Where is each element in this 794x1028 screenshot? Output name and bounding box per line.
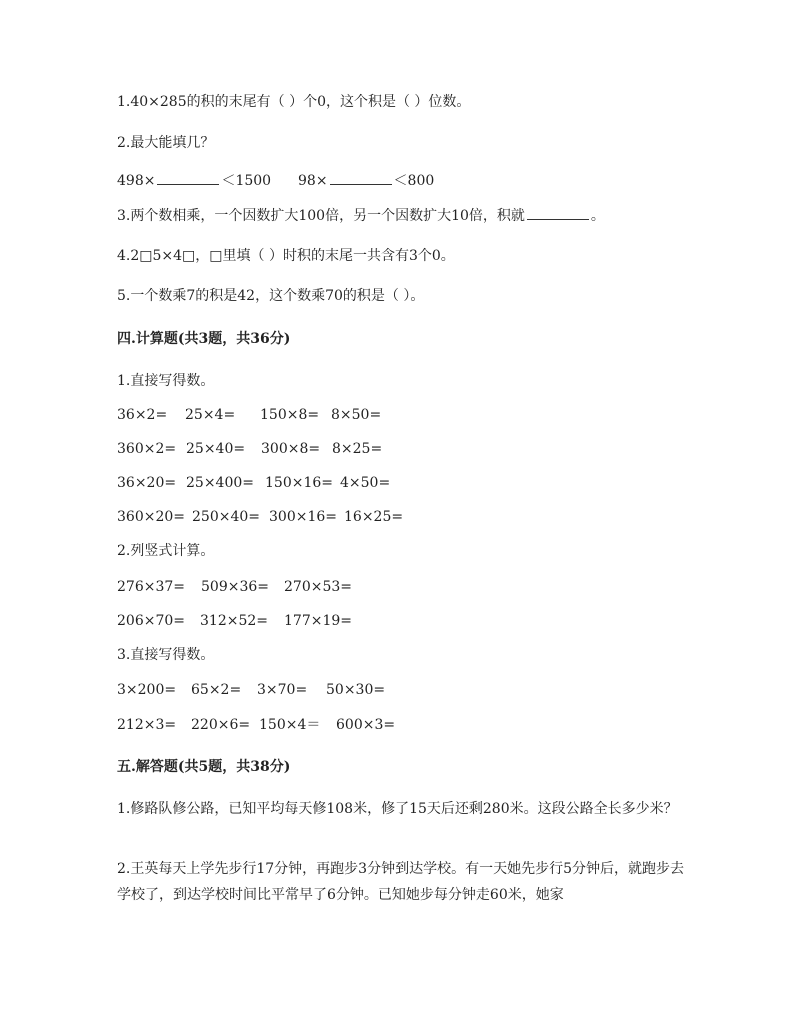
calc-item: 360×2= [117,441,177,457]
calc-item: 270×53= [284,579,352,595]
q2-b-right: ＜800 [393,173,435,189]
calc-item: 3×70= [257,682,308,698]
section-5-title: 五.解答题(共5题，共38分) [117,759,291,775]
q2-a-right: ＜1500 [221,173,272,189]
fill-question-3 [117,207,605,225]
calc-item: 600×3= [336,717,396,733]
q3-blank [527,207,589,220]
calc-item: 25×400= [186,475,254,491]
calc-item: 150×16= [265,475,333,491]
calc-item: 4×50= [340,475,391,491]
calc-item: 36×20= [117,475,177,491]
calc-row [117,681,385,699]
q2-b-left: 98× [298,173,328,189]
fill-question-4: 4.2□5×4□，□里填（ ）时积的末尾一共含有3个0。 [117,248,455,264]
calc-row [117,440,382,458]
calc-item: 16×25= [344,509,404,525]
calc-part-2-title: 2.列竖式计算。 [117,543,215,559]
fill-question-5: 5.一个数乘7的积是42，这个数乘70的积是（ ）。 [117,288,425,304]
calc-row [117,612,352,630]
fill-question-2-title: 2.最大能填几？ [117,135,215,151]
calc-item: 150×8= [260,407,320,423]
calc-item: 360×20= [117,509,185,525]
calc-part-3-title: 3.直接写得数。 [117,647,215,663]
calc-row [117,406,381,424]
word-problem-1: 1.修路队修公路，已知平均每天修108米，修了15天后还剩280米。这段公路全长多少米？ [117,801,678,817]
calc-item: 300×16= [269,509,337,525]
fill-question-2-items [117,172,434,190]
calc-item: 8×50= [331,407,382,423]
calc-item: 312×52= [200,613,268,629]
calc-row [117,716,395,734]
word-problem-2: 2.王英每天上学先步行17分钟，再跑步3分钟到达学校。有一天她先步行5分钟后，就跑步去学校了，到达学校时间比平常早了6分钟。已知她步每分钟走60米，她家 [117,861,684,903]
calc-item: 509×36= [201,579,269,595]
section-4-title: 四.计算题(共3题，共36分) [117,331,291,347]
calc-item: 177×19= [284,613,352,629]
q3-left: 3.两个数相乘，一个因数扩大100倍，另一个因数扩大10倍，积就 [117,208,525,224]
q3-right: 。 [590,208,605,224]
calc-item: 25×40= [186,441,246,457]
calc-row [117,578,352,596]
calc-part-1-title: 1.直接写得数。 [117,373,215,389]
fill-question-1: 1.40×285的积的末尾有（ ）个0，这个积是（ ）位数。 [117,94,471,110]
calc-item: 25×4= [185,407,236,423]
calc-row [117,508,403,526]
q2-b-blank [330,172,392,185]
calc-item: 212×3= [117,717,177,733]
calc-item: 150×4＝ [259,717,321,733]
calc-item: 65×2= [191,682,242,698]
calc-item: 300×8= [261,441,321,457]
calc-item: 220×6= [191,717,251,733]
calc-item: 8×25= [332,441,383,457]
q2-a-left: 498× [117,173,156,189]
calc-item: 50×30= [326,682,386,698]
calc-item: 250×40= [192,509,260,525]
q2-a-blank [157,172,219,185]
calc-item: 276×37= [117,579,185,595]
calc-item: 206×70= [117,613,185,629]
calc-row [117,474,390,492]
calc-item: 3×200= [117,682,177,698]
calc-item: 36×2= [117,407,168,423]
